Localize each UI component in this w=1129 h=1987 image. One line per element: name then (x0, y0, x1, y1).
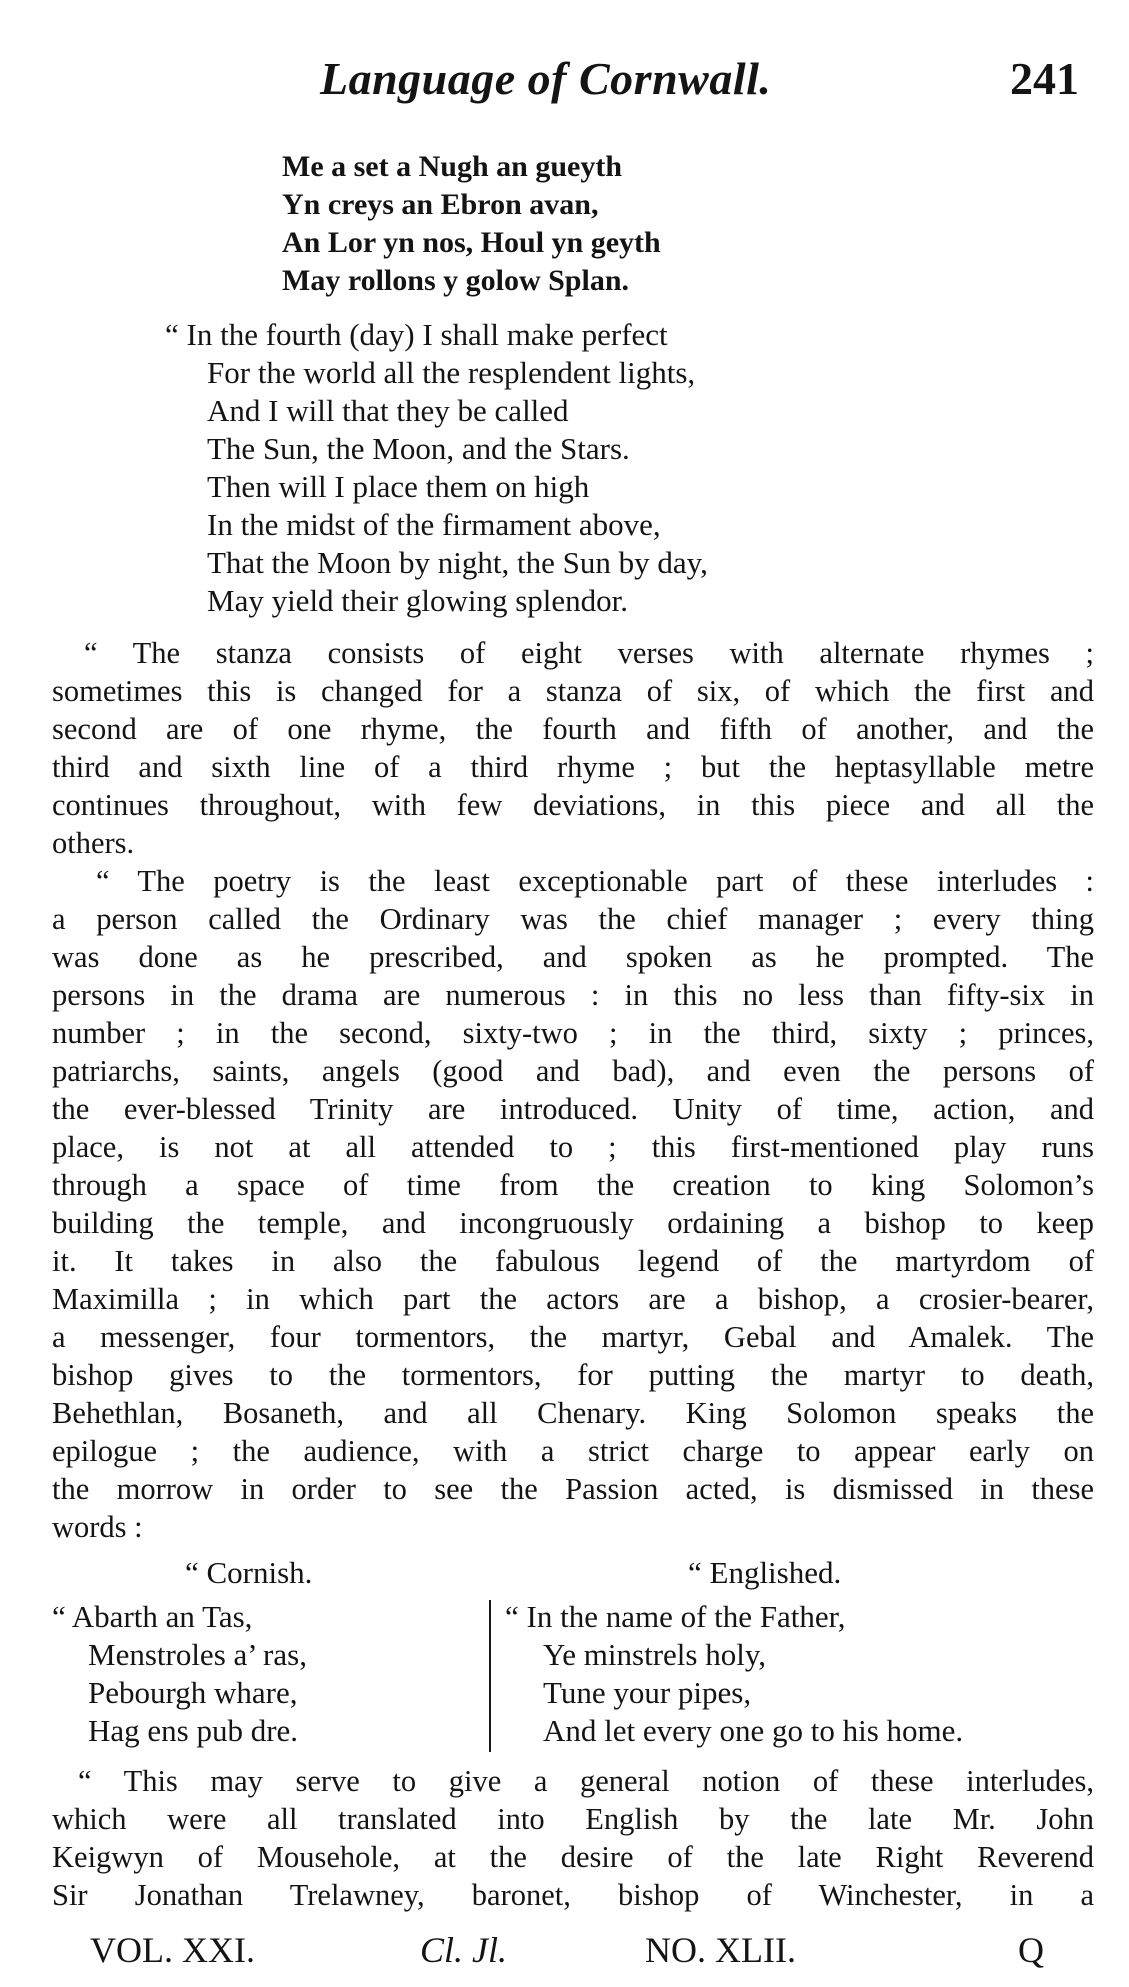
cornish-line: Hag ens pub dre. (88, 1713, 299, 1748)
volume-label: VOL. XXI. (90, 1930, 255, 1970)
paragraph-line: the ever-blessed Trinity are introduced. Unity of time, action, and (52, 1092, 1094, 1126)
paragraph-line: patriarchs, saints, angels (good and bad), and even the persons of (52, 1054, 1094, 1088)
number-label: NO. XLII. (645, 1930, 796, 1970)
cornish-line: Pebourgh whare, (88, 1675, 298, 1710)
paragraph-line: a messenger, four tormentors, the martyr, Gebal and Amalek. The (52, 1320, 1094, 1354)
paragraph-line: the morrow in order to see the Passion acted, is dismissed in these (52, 1472, 1094, 1506)
verse-line: And I will that they be called (207, 393, 569, 428)
verse-line: Then will I place them on high (207, 469, 590, 504)
verse-line: Me a set a Nugh an gueyth (282, 150, 623, 183)
verse-line: May yield their glowing splendor. (207, 583, 629, 618)
paragraph-line: persons in the drama are numerous : in this no less than fifty-six in (52, 978, 1094, 1012)
paragraph-line: Behethlan, Bosaneth, and all Chenary. King Solomon speaks the (52, 1396, 1094, 1430)
english-line: “ In the name of the Father, (505, 1599, 846, 1634)
verse-line: For the world all the resplendent lights, (207, 355, 696, 390)
paragraph-line: Maximilla ; in which part the actors are a bishop, a crosier-bearer, (52, 1282, 1094, 1316)
paragraph-line: place, is not at all attended to ; this first-mentioned play runs (52, 1130, 1094, 1164)
paragraph-line: through a space of time from the creation to king Solomon’s (52, 1168, 1094, 1202)
verse-line: In the midst of the firmament above, (207, 507, 661, 542)
cornish-line: Menstroles a’ ras, (88, 1637, 307, 1672)
paragraph-line: bishop gives to the tormentors, for putting the martyr to death, (52, 1358, 1094, 1392)
column-divider (489, 1600, 491, 1752)
paragraph-line: “ The poetry is the least exceptionable part of these interludes : (96, 864, 1094, 898)
english-line: Ye minstrels holy, (543, 1637, 767, 1672)
paragraph-line: “ This may serve to give a general notion of these interludes, (78, 1764, 1094, 1798)
verse-line: “ In the fourth (day) I shall make perfect (165, 317, 668, 352)
cornish-column-heading: “ Cornish. (185, 1555, 313, 1590)
paragraph-line: was done as he prescribed, and spoken as he prompted. The (52, 940, 1094, 974)
verse-line: Yn creys an Ebron avan, (282, 188, 599, 221)
paragraph-line: building the temple, and incongruously ordaining a bishop to keep (52, 1206, 1094, 1240)
paragraph-line: epilogue ; the audience, with a strict charge to appear early on (52, 1434, 1094, 1468)
paragraph-line: “ The stanza consists of eight verses with alternate rhymes ; (84, 636, 1094, 670)
signature-mark: Q (1018, 1930, 1044, 1970)
paragraph-line: it. It takes in also the fabulous legend of the martyrdom of (52, 1244, 1094, 1278)
verse-line: An Lor yn nos, Houl yn geyth (282, 226, 661, 259)
paragraph-line: third and sixth line of a third rhyme ; but the heptasyllable metre (52, 750, 1094, 784)
paragraph-line: sometimes this is changed for a stanza of six, of which the first and (52, 674, 1094, 708)
paragraph-line: continues throughout, with few deviations, in this piece and all the (52, 788, 1094, 822)
running-title: Language of Cornwall. (320, 53, 772, 104)
paragraph-line: Keigwyn of Mousehole, at the desire of the late Right Reverend (52, 1840, 1094, 1874)
paragraph-line: others. (52, 826, 135, 860)
class-label: Cl. Jl. (420, 1930, 507, 1970)
paragraph-line: words : (52, 1510, 143, 1544)
english-line: Tune your pipes, (543, 1675, 752, 1710)
english-line: And let every one go to his home. (543, 1713, 964, 1748)
paragraph-line: a person called the Ordinary was the chief manager ; every thing (52, 902, 1094, 936)
page-number: 241 (1010, 53, 1079, 104)
verse-line: That the Moon by night, the Sun by day, (207, 545, 708, 580)
paragraph-line: second are of one rhyme, the fourth and fifth of another, and the (52, 712, 1094, 746)
verse-line: May rollons y golow Splan. (282, 264, 630, 297)
paragraph-line: number ; in the second, sixty-two ; in the third, sixty ; princes, (52, 1016, 1094, 1050)
verse-line: The Sun, the Moon, and the Stars. (207, 431, 630, 466)
cornish-line: “ Abarth an Tas, (52, 1599, 253, 1634)
paragraph-line: Sir Jonathan Trelawney, baronet, bishop of Winchester, in a (52, 1878, 1094, 1912)
english-column-heading: “ Englished. (688, 1555, 842, 1590)
paragraph-line: which were all translated into English by the late Mr. John (52, 1802, 1094, 1836)
